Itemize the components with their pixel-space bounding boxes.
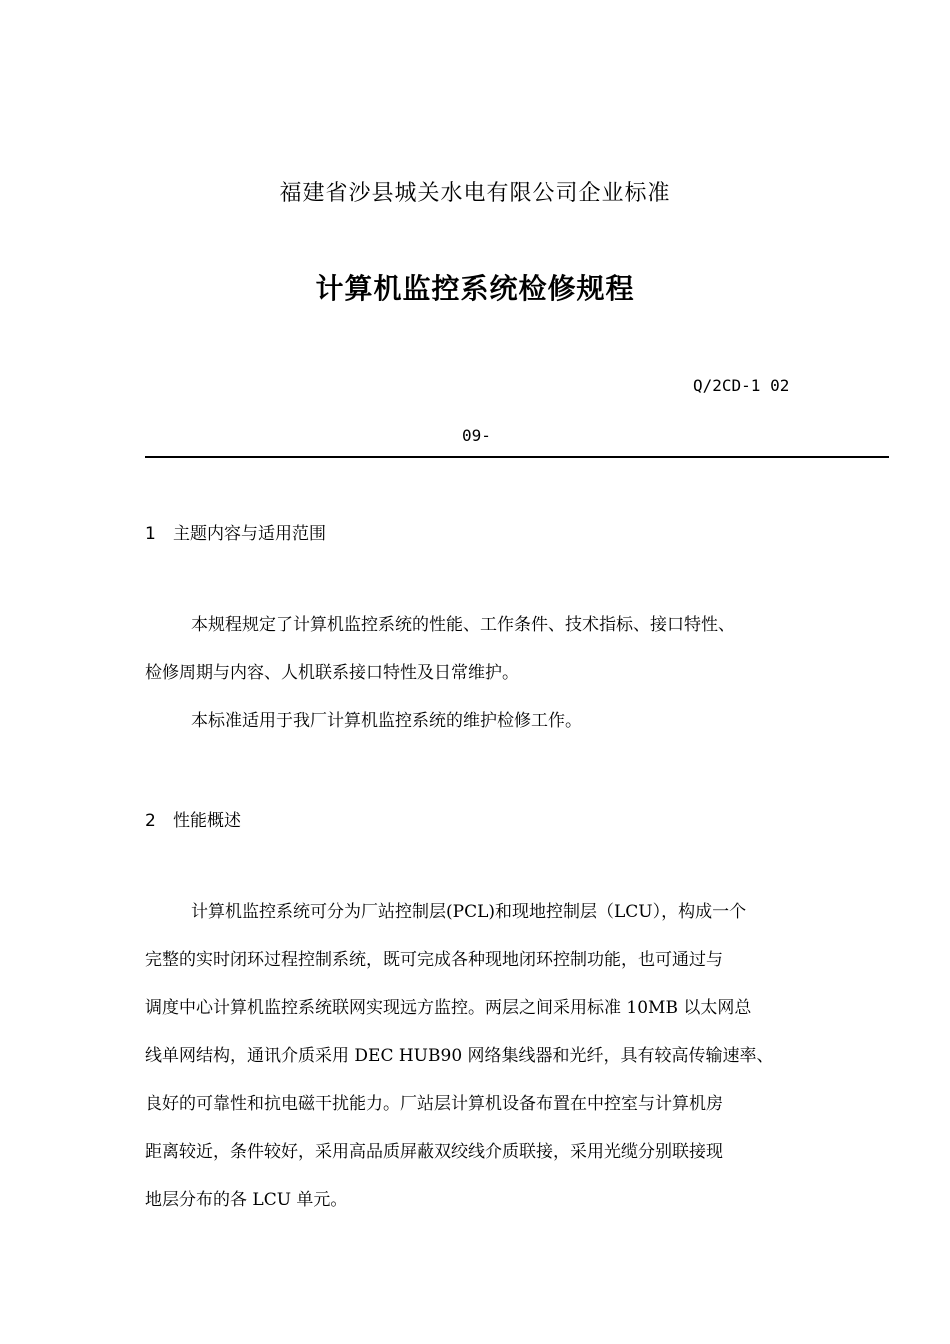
- paragraph: [145, 697, 835, 745]
- paragraph-line: 调度中心计算机监控系统联网实现远方监控。两层之间采用标准 10MB 以太网总: [145, 998, 752, 1018]
- paragraph-line: 本标准适用于我厂计算机监控系统的维护检修工作。: [191, 711, 582, 731]
- standard-code-continuation: 09-: [462, 426, 491, 445]
- company-standard-title: 福建省沙县城关水电有限公司企业标准: [279, 181, 671, 206]
- section-number: 1: [145, 524, 156, 544]
- paragraph: [145, 888, 835, 1224]
- paragraph-line: 计算机监控系统可分为厂站控制层(PCL)和现地控制层（LCU），构成一个: [191, 902, 747, 922]
- section-heading: [145, 519, 326, 544]
- document-title: 计算机监控系统检修规程: [315, 272, 635, 305]
- paragraph-line: 线单网结构，通讯介质采用 DEC HUB90 网络集线器和光纤，具有较高传输速率、: [145, 1046, 774, 1066]
- standard-code: Q/2CD-1 02: [693, 376, 790, 395]
- paragraph-line: 地层分布的各 LCU 单元。: [145, 1190, 348, 1210]
- paragraph-line: 良好的可靠性和抗电磁干扰能力。厂站层计算机设备布置在中控室与计算机房: [145, 1094, 723, 1114]
- section-heading: [145, 806, 241, 831]
- section-title: 性能概述: [173, 811, 241, 831]
- section-title: 主题内容与适用范围: [173, 524, 326, 544]
- paragraph-line: 完整的实时闭环过程控制系统，既可完成各种现地闭环控制功能，也可通过与: [145, 950, 723, 970]
- section-number: 2: [145, 811, 156, 831]
- paragraph: [145, 601, 835, 697]
- header-divider: [145, 456, 889, 458]
- paragraph-line: 本规程规定了计算机监控系统的性能、工作条件、技术指标、接口特性、: [191, 615, 735, 635]
- paragraph-line: 检修周期与内容、人机联系接口特性及日常维护。: [145, 663, 519, 683]
- paragraph-line: 距离较近，条件较好，采用高品质屏蔽双绞线介质联接，采用光缆分别联接现: [145, 1142, 723, 1162]
